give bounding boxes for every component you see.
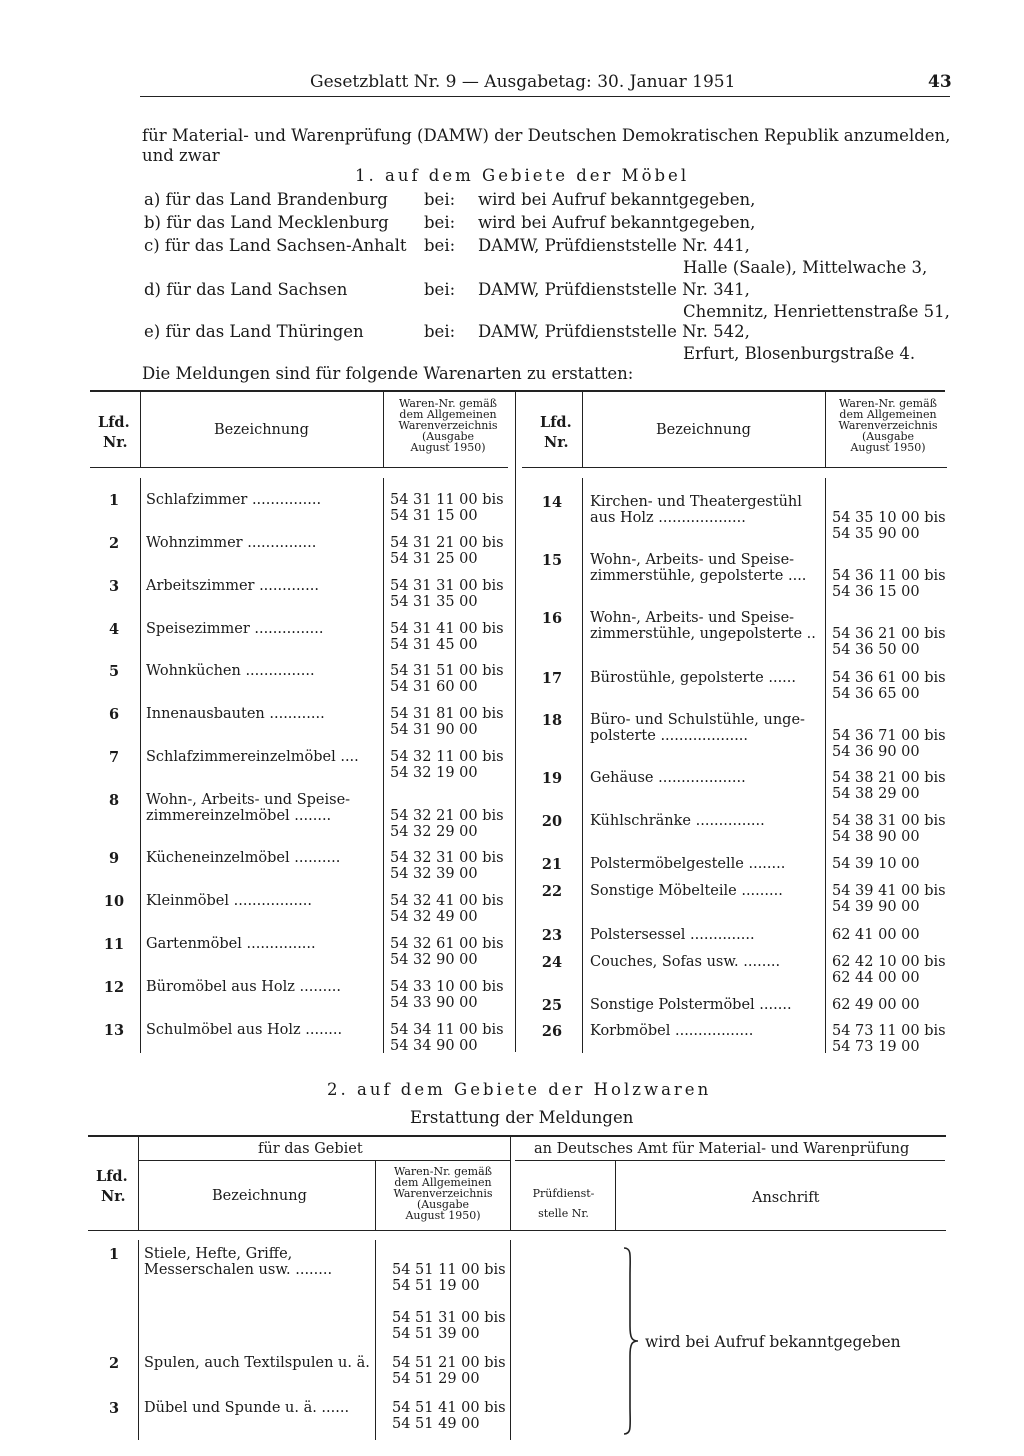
row-code: 54 39 90 00 — [832, 899, 920, 915]
curly-brace-icon — [618, 1246, 640, 1436]
row-code: 54 31 60 00 — [390, 679, 478, 695]
row-label: Arbeitszimmer ............. — [146, 578, 319, 594]
row-number: 8 — [108, 792, 120, 809]
row-number: 2 — [108, 1355, 120, 1372]
t1-vline — [825, 478, 826, 1053]
row-code: 54 33 10 00 bis — [390, 979, 504, 995]
row-code: 54 31 11 00 bis — [390, 492, 504, 508]
row-code: 54 38 21 00 bis — [832, 770, 946, 786]
row-code: 54 36 61 00 bis — [832, 670, 946, 686]
row-number: 22 — [541, 883, 563, 900]
row-code: 62 42 10 00 bis — [832, 954, 946, 970]
t2-vline — [510, 1137, 511, 1230]
row-number: 20 — [541, 813, 563, 830]
row-code: 54 36 11 00 bis — [832, 568, 946, 584]
row-label: Wohnküchen ............... — [146, 663, 315, 679]
row-number: 1 — [108, 1246, 120, 1263]
row-label: Kühlschränke ............... — [590, 813, 765, 829]
row-number: 11 — [103, 936, 125, 953]
table1-header-rule-left — [90, 467, 508, 468]
col-header-pruefstelle: Prüfdienst- stelle Nr. — [532, 1187, 595, 1220]
row-code: 54 51 41 00 bis — [392, 1400, 506, 1416]
row-number: 3 — [108, 1400, 120, 1417]
row-label: zimmerstühle, gepolsterte .... — [590, 568, 807, 584]
row-label: Schlafzimmereinzelmöbel .... — [146, 749, 359, 765]
row-code: 54 32 90 00 — [390, 952, 478, 968]
row-label: Speisezimmer ............... — [146, 621, 324, 637]
t1-vline — [140, 392, 141, 467]
t2-vline — [138, 1240, 139, 1440]
row-number: 7 — [108, 749, 120, 766]
table2-subrule-left — [138, 1160, 510, 1161]
row-number: 2 — [108, 535, 120, 552]
col-header-nr: Nr. — [544, 434, 569, 451]
row-code: 54 39 41 00 bis — [832, 883, 946, 899]
row-code: 54 51 31 00 bis — [392, 1310, 506, 1326]
row-label: Kücheneinzelmöbel .......... — [146, 850, 341, 866]
land-label: d) für das Land Sachsen — [144, 280, 348, 299]
row-code: 54 31 81 00 bis — [390, 706, 504, 722]
row-code: 54 32 49 00 — [390, 909, 478, 925]
row-code: 54 36 21 00 bis — [832, 626, 946, 642]
page-header-title: Gesetzblatt Nr. 9 — Ausgabetag: 30. Januar 1951 — [310, 72, 736, 92]
row-number: 4 — [108, 621, 120, 638]
row-code: 54 32 11 00 bis — [390, 749, 504, 765]
row-code: 54 35 90 00 — [832, 526, 920, 542]
row-label: zimmerstühle, ungepolsterte .. — [590, 626, 816, 642]
row-label: Kirchen- und Theatergestühl — [590, 494, 802, 510]
col-header-lfd: Lfd. — [540, 414, 572, 431]
row-number: 12 — [103, 979, 125, 996]
land-bei: bei: — [424, 280, 456, 299]
row-number: 26 — [541, 1023, 563, 1040]
row-label: Sonstige Polstermöbel ....... — [590, 997, 792, 1013]
row-label: Stiele, Hefte, Griffe, — [144, 1246, 293, 1262]
row-number: 10 — [103, 893, 125, 910]
col-header-bezeichnung: Bezeichnung — [656, 422, 751, 438]
row-number: 15 — [541, 552, 563, 569]
t2-vline — [615, 1160, 616, 1230]
row-code: 54 36 71 00 bis — [832, 728, 946, 744]
land-bei: bei: — [424, 213, 456, 232]
t2-vline — [375, 1160, 376, 1230]
row-label: Wohnzimmer ............... — [146, 535, 317, 551]
row-label: Bürostühle, gepolsterte ...... — [590, 670, 797, 686]
row-code: 54 33 90 00 — [390, 995, 478, 1011]
row-code: 54 38 31 00 bis — [832, 813, 946, 829]
row-code: 54 31 41 00 bis — [390, 621, 504, 637]
land-address: Erfurt, Blosenburgstraße 4. — [683, 344, 916, 363]
row-number: 21 — [541, 856, 563, 873]
row-code: 54 51 19 00 — [392, 1278, 480, 1294]
col-header-lfd: Lfd. — [98, 414, 130, 431]
row-label: Sonstige Möbelteile ......... — [590, 883, 783, 899]
t2-vline — [510, 1240, 511, 1440]
land-label: e) für das Land Thüringen — [144, 322, 364, 341]
t1-vline — [383, 392, 384, 467]
row-number: 14 — [541, 494, 563, 511]
land-label: b) für das Land Mecklenburg — [144, 213, 389, 232]
row-code: 54 31 45 00 — [390, 637, 478, 653]
row-label: aus Holz ................... — [590, 510, 746, 526]
row-code: 62 44 00 00 — [832, 970, 920, 986]
row-number: 18 — [541, 712, 563, 729]
section2-heading: 2. auf dem Gebiete der Holzwaren — [327, 1080, 712, 1099]
land-where: DAMW, Prüfdienststelle Nr. 542, — [478, 322, 750, 341]
row-label: polsterte ................... — [590, 728, 749, 744]
table2-subrule-right — [515, 1160, 945, 1161]
col-header-bezeichnung: Bezeichnung — [214, 422, 309, 438]
row-label: Polstersessel .............. — [590, 927, 755, 943]
row-code: 54 31 90 00 — [390, 722, 478, 738]
row-code: 54 32 41 00 bis — [390, 893, 504, 909]
row-number: 24 — [541, 954, 563, 971]
row-code: 54 36 15 00 — [832, 584, 920, 600]
row-label: Wohn-, Arbeits- und Speise- — [590, 552, 795, 568]
row-code: 54 31 51 00 bis — [390, 663, 504, 679]
land-label: c) für das Land Sachsen-Anhalt — [144, 236, 407, 255]
row-label: Messerschalen usw. ........ — [144, 1262, 333, 1278]
row-code: 54 36 50 00 — [832, 642, 920, 658]
row-code: 54 32 21 00 bis — [390, 808, 504, 824]
row-number: 17 — [541, 670, 563, 687]
col-header-lfd: Lfd. — [96, 1168, 128, 1185]
row-code: 54 31 31 00 bis — [390, 578, 504, 594]
row-number: 23 — [541, 927, 563, 944]
row-number: 3 — [108, 578, 120, 595]
row-code: 54 32 31 00 bis — [390, 850, 504, 866]
row-code: 62 41 00 00 — [832, 927, 920, 943]
row-code: 54 38 90 00 — [832, 829, 920, 845]
row-code: 54 51 11 00 bis — [392, 1262, 506, 1278]
section2-subheading: Erstattung der Meldungen — [410, 1108, 634, 1127]
row-number: 1 — [108, 492, 120, 509]
row-code: 54 36 90 00 — [832, 744, 920, 760]
table2-header-rule — [88, 1230, 946, 1231]
t1-vline — [582, 392, 583, 467]
row-label: Innenausbauten ............ — [146, 706, 325, 722]
section1-heading: 1. auf dem Gebiete der Möbel — [355, 166, 690, 185]
row-code: 54 32 29 00 — [390, 824, 478, 840]
row-code: 54 31 35 00 — [390, 594, 478, 610]
col-header-anschrift: Anschrift — [752, 1190, 820, 1206]
row-number: 6 — [108, 706, 120, 723]
row-label: Kleinmöbel ................. — [146, 893, 312, 909]
col-header-nr: Nr. — [103, 434, 128, 451]
t1-center-vline — [515, 392, 516, 1052]
row-code: 54 51 49 00 — [392, 1416, 480, 1432]
row-code: 54 36 65 00 — [832, 686, 920, 702]
row-number: 19 — [541, 770, 563, 787]
row-number: 13 — [103, 1022, 125, 1039]
col-header-gebiet: für das Gebiet — [258, 1141, 363, 1157]
table1-top-rule — [90, 390, 945, 392]
row-label: Gartenmöbel ............... — [146, 936, 316, 952]
land-where: wird bei Aufruf bekanntgegeben, — [478, 213, 756, 232]
row-code: 54 73 11 00 bis — [832, 1023, 946, 1039]
row-code: 54 51 39 00 — [392, 1326, 480, 1342]
row-code: 54 39 10 00 — [832, 856, 920, 872]
t1-vline — [582, 478, 583, 1053]
land-bei: bei: — [424, 190, 456, 209]
row-code: 54 51 29 00 — [392, 1371, 480, 1387]
row-code: 54 38 29 00 — [832, 786, 920, 802]
row-label: Schulmöbel aus Holz ........ — [146, 1022, 343, 1038]
col-header-waren: Waren-Nr. gemäß dem Allgemeinen Warenverzeichnis (Ausgabe August 1950) — [398, 397, 498, 454]
row-label: Wohn-, Arbeits- und Speise- — [590, 610, 795, 626]
t1-vline — [383, 478, 384, 1053]
land-bei: bei: — [424, 322, 456, 341]
row-number: 25 — [541, 997, 563, 1014]
row-number: 5 — [108, 663, 120, 680]
row-number: 9 — [108, 850, 120, 867]
land-label: a) für das Land Brandenburg — [144, 190, 388, 209]
land-address: Halle (Saale), Mittelwache 3, — [683, 258, 928, 277]
row-label: Schlafzimmer ............... — [146, 492, 322, 508]
row-label: Korbmöbel ................. — [590, 1023, 754, 1039]
row-label: Büro- und Schulstühle, unge- — [590, 712, 805, 728]
row-code: 54 32 39 00 — [390, 866, 478, 882]
col-header-nr: Nr. — [101, 1188, 126, 1205]
table1-header-rule-right — [522, 467, 947, 468]
t1-vline — [140, 478, 141, 1053]
row-code: 54 31 15 00 — [390, 508, 478, 524]
row-code: 54 34 90 00 — [390, 1038, 478, 1054]
row-label: Polstermöbelgestelle ........ — [590, 856, 786, 872]
row-code: 62 49 00 00 — [832, 997, 920, 1013]
t2-vline — [375, 1240, 376, 1440]
land-bei: bei: — [424, 236, 456, 255]
land-where: DAMW, Prüfdienststelle Nr. 341, — [478, 280, 750, 299]
row-label: Spulen, auch Textilspulen u. ä. — [144, 1355, 370, 1371]
row-label: Gehäuse ................... — [590, 770, 746, 786]
col-header-bezeichnung: Bezeichnung — [212, 1188, 307, 1204]
intro-line-1: für Material- und Warenprüfung (DAMW) der Deutschen Demokratischen Republik anzumelden, — [142, 126, 951, 145]
brace-note: wird bei Aufruf bekanntgegeben — [645, 1333, 901, 1351]
col-header-amt: an Deutsches Amt für Material- und Warenprüfung — [534, 1141, 910, 1157]
row-label: Wohn-, Arbeits- und Speise- — [146, 792, 351, 808]
table2-top-rule — [88, 1135, 946, 1137]
row-code: 54 32 61 00 bis — [390, 936, 504, 952]
row-code: 54 35 10 00 bis — [832, 510, 946, 526]
row-label: Couches, Sofas usw. ........ — [590, 954, 781, 970]
land-where: wird bei Aufruf bekanntgegeben, — [478, 190, 756, 209]
header-rule — [140, 96, 950, 97]
meldungen-text: Die Meldungen sind für folgende Warenarten zu erstatten: — [142, 364, 634, 383]
row-code: 54 31 21 00 bis — [390, 535, 504, 551]
col-header-waren: Waren-Nr. gemäß dem Allgemeinen Warenverzeichnis (Ausgabe August 1950) — [393, 1165, 493, 1222]
row-label: zimmereinzelmöbel ........ — [146, 808, 332, 824]
row-code: 54 34 11 00 bis — [390, 1022, 504, 1038]
row-code: 54 51 21 00 bis — [392, 1355, 506, 1371]
row-number: 16 — [541, 610, 563, 627]
row-code: 54 31 25 00 — [390, 551, 478, 567]
row-label: Büromöbel aus Holz ......... — [146, 979, 342, 995]
land-address: Chemnitz, Henriettenstraße 51, — [683, 302, 950, 321]
row-label: Dübel und Spunde u. ä. ...... — [144, 1400, 350, 1416]
row-code: 54 73 19 00 — [832, 1039, 920, 1055]
row-code: 54 32 19 00 — [390, 765, 478, 781]
col-header-waren: Waren-Nr. gemäß dem Allgemeinen Warenverzeichnis (Ausgabe August 1950) — [838, 397, 938, 454]
intro-line-2: und zwar — [142, 146, 220, 165]
land-where: DAMW, Prüfdienststelle Nr. 441, — [478, 236, 750, 255]
page-number: 43 — [928, 72, 952, 92]
t2-vline — [138, 1137, 139, 1230]
